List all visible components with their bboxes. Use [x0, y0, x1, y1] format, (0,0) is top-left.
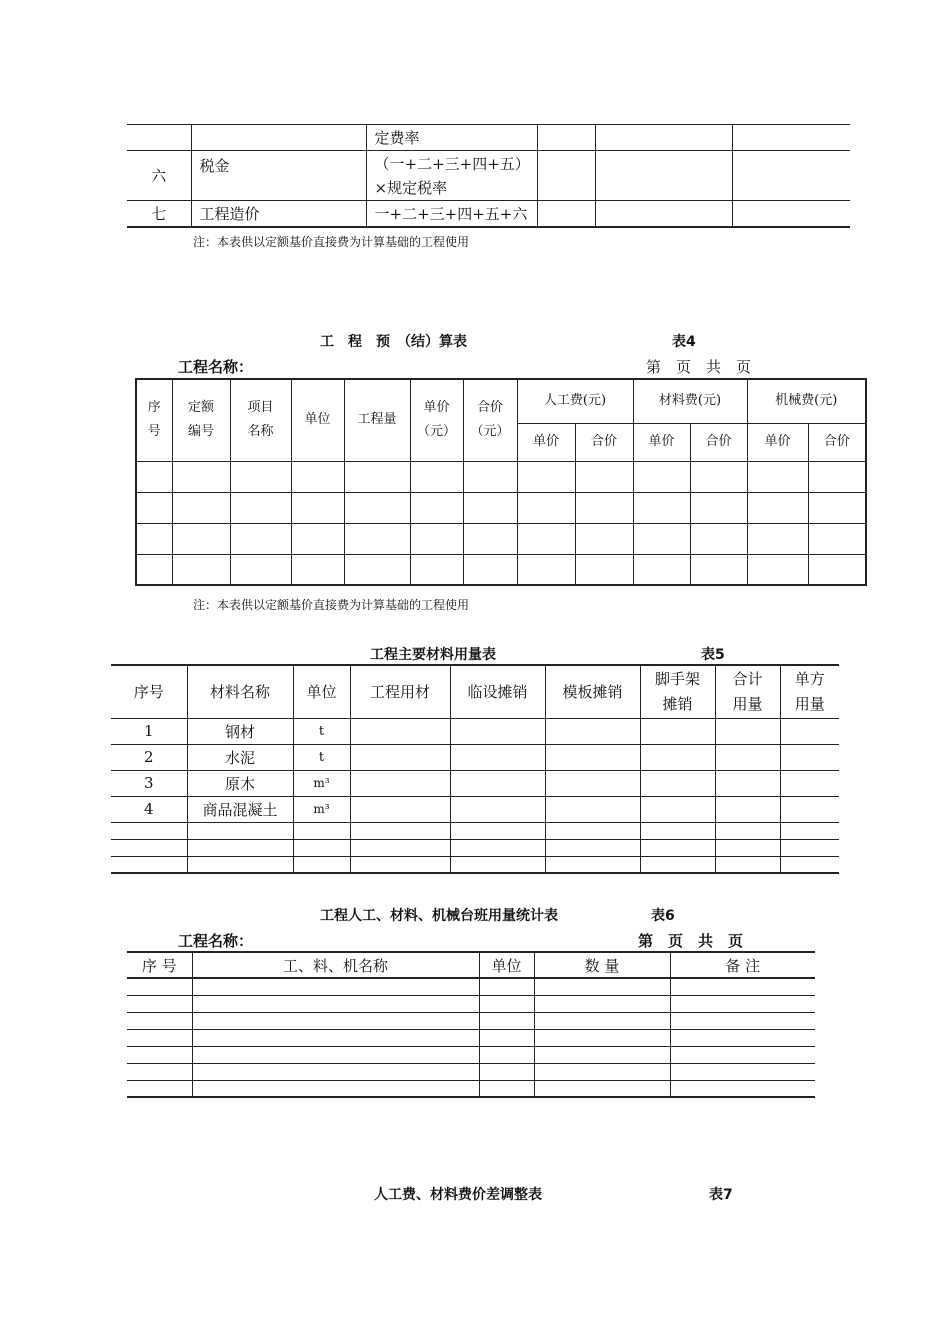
formula-cell: 一+二+三+四+五+六 — [366, 201, 537, 227]
col-seq: 序 号 — [127, 952, 192, 978]
col-quantity: 工程量 — [344, 379, 410, 461]
col-item-name: 项目 名称 — [230, 379, 291, 461]
page-count-label: 第 页 共 页 — [646, 358, 752, 376]
table-row — [127, 978, 815, 995]
table-row — [136, 461, 866, 492]
table-row — [127, 125, 850, 151]
row-name: 工程造价 — [191, 201, 366, 227]
formula-cell: 定费率 — [366, 125, 537, 151]
table-title: 工程人工、材料、机械台班用量统计表 — [320, 908, 558, 924]
table-row — [127, 1012, 815, 1029]
table-row — [111, 822, 839, 839]
sub-unit-price: 单价 — [517, 423, 575, 461]
material-usage-table — [111, 664, 839, 874]
col-material-name: 材料名称 — [187, 665, 293, 718]
table-row — [111, 839, 839, 856]
table-row — [127, 151, 850, 201]
formula-line: （一+二+三+四+五） — [374, 154, 530, 173]
col-temp-facility: 临设摊销 — [450, 665, 545, 718]
col-total-usage: 合计 用量 — [715, 665, 780, 718]
header-row — [127, 952, 815, 978]
row-number: 六 — [127, 151, 191, 201]
row-seq: 3 — [111, 770, 187, 796]
table-number: 表6 — [651, 908, 675, 924]
row-unit: m³ — [293, 796, 350, 822]
col-unit: 单位 — [479, 952, 534, 978]
col-total-price: 合价 （元） — [463, 379, 517, 461]
table-title: 工 程 预 （结）算表 — [320, 334, 467, 350]
project-name-label: 工程名称： — [178, 358, 254, 376]
row-seq: 1 — [111, 718, 187, 744]
table-row — [127, 201, 850, 227]
budget-table — [135, 378, 867, 586]
col-machine-cost: 机械费(元) — [747, 379, 866, 423]
col-formwork: 模板摊销 — [545, 665, 640, 718]
row-unit: t — [293, 718, 350, 744]
table-number: 表7 — [709, 1187, 733, 1203]
table-title: 人工费、材料费价差调整表 — [374, 1187, 542, 1203]
col-scaffold: 脚手架 摊销 — [640, 665, 715, 718]
formula-cell — [366, 151, 537, 201]
col-resource-name: 工、料、机名称 — [192, 952, 479, 978]
sub-unit-price: 单价 — [747, 423, 808, 461]
row-material-name: 钢材 — [187, 718, 293, 744]
col-per-unit-usage: 单方 用量 — [780, 665, 839, 718]
col-unit-price: 单价 （元） — [410, 379, 463, 461]
col-quota-code: 定额 编号 — [172, 379, 230, 461]
col-unit: 单位 — [293, 665, 350, 718]
table-row — [111, 770, 839, 796]
formula-line: ×规定税率 — [374, 178, 448, 197]
table-row — [111, 856, 839, 873]
table-row — [111, 796, 839, 822]
table-number: 表4 — [672, 334, 696, 350]
col-quantity: 数 量 — [534, 952, 670, 978]
table-number: 表5 — [701, 647, 725, 663]
page-count-label: 第 页 共 页 — [638, 932, 744, 950]
header-row — [136, 379, 866, 423]
sub-total-price: 合价 — [575, 423, 633, 461]
row-material-name: 商品混凝土 — [187, 796, 293, 822]
col-engineering-use: 工程用材 — [350, 665, 450, 718]
col-seq: 序 号 — [136, 379, 172, 461]
sub-unit-price: 单价 — [633, 423, 690, 461]
header-row — [111, 665, 839, 718]
table-row — [111, 744, 839, 770]
col-remark: 备 注 — [670, 952, 815, 978]
row-number: 七 — [127, 201, 191, 227]
table-title: 工程主要材料用量表 — [370, 647, 496, 663]
row-seq: 4 — [111, 796, 187, 822]
table-row — [136, 492, 866, 523]
row-unit: t — [293, 744, 350, 770]
table-row — [127, 995, 815, 1012]
project-name-label: 工程名称： — [178, 932, 254, 950]
resource-usage-table — [127, 951, 815, 1098]
table-row — [127, 1080, 815, 1097]
col-seq: 序号 — [111, 665, 187, 718]
col-labor-cost: 人工费(元) — [517, 379, 633, 423]
table-note: 注：本表供以定额基价直接费为计算基础的工程使用 — [193, 598, 470, 612]
cost-summary-table — [127, 124, 850, 228]
table-row — [127, 1029, 815, 1046]
row-material-name: 水泥 — [187, 744, 293, 770]
row-seq: 2 — [111, 744, 187, 770]
table-row — [111, 718, 839, 744]
table-row — [127, 1063, 815, 1080]
col-material-cost: 材料费(元) — [633, 379, 747, 423]
table-note: 注：本表供以定额基价直接费为计算基础的工程使用 — [193, 235, 470, 249]
table-row — [127, 1046, 815, 1063]
table-row — [136, 523, 866, 554]
table-row — [136, 554, 866, 585]
row-material-name: 原木 — [187, 770, 293, 796]
sub-total-price: 合价 — [808, 423, 866, 461]
row-name: 税金 — [191, 151, 366, 201]
col-unit: 单位 — [291, 379, 344, 461]
sub-total-price: 合价 — [690, 423, 747, 461]
row-unit: m³ — [293, 770, 350, 796]
